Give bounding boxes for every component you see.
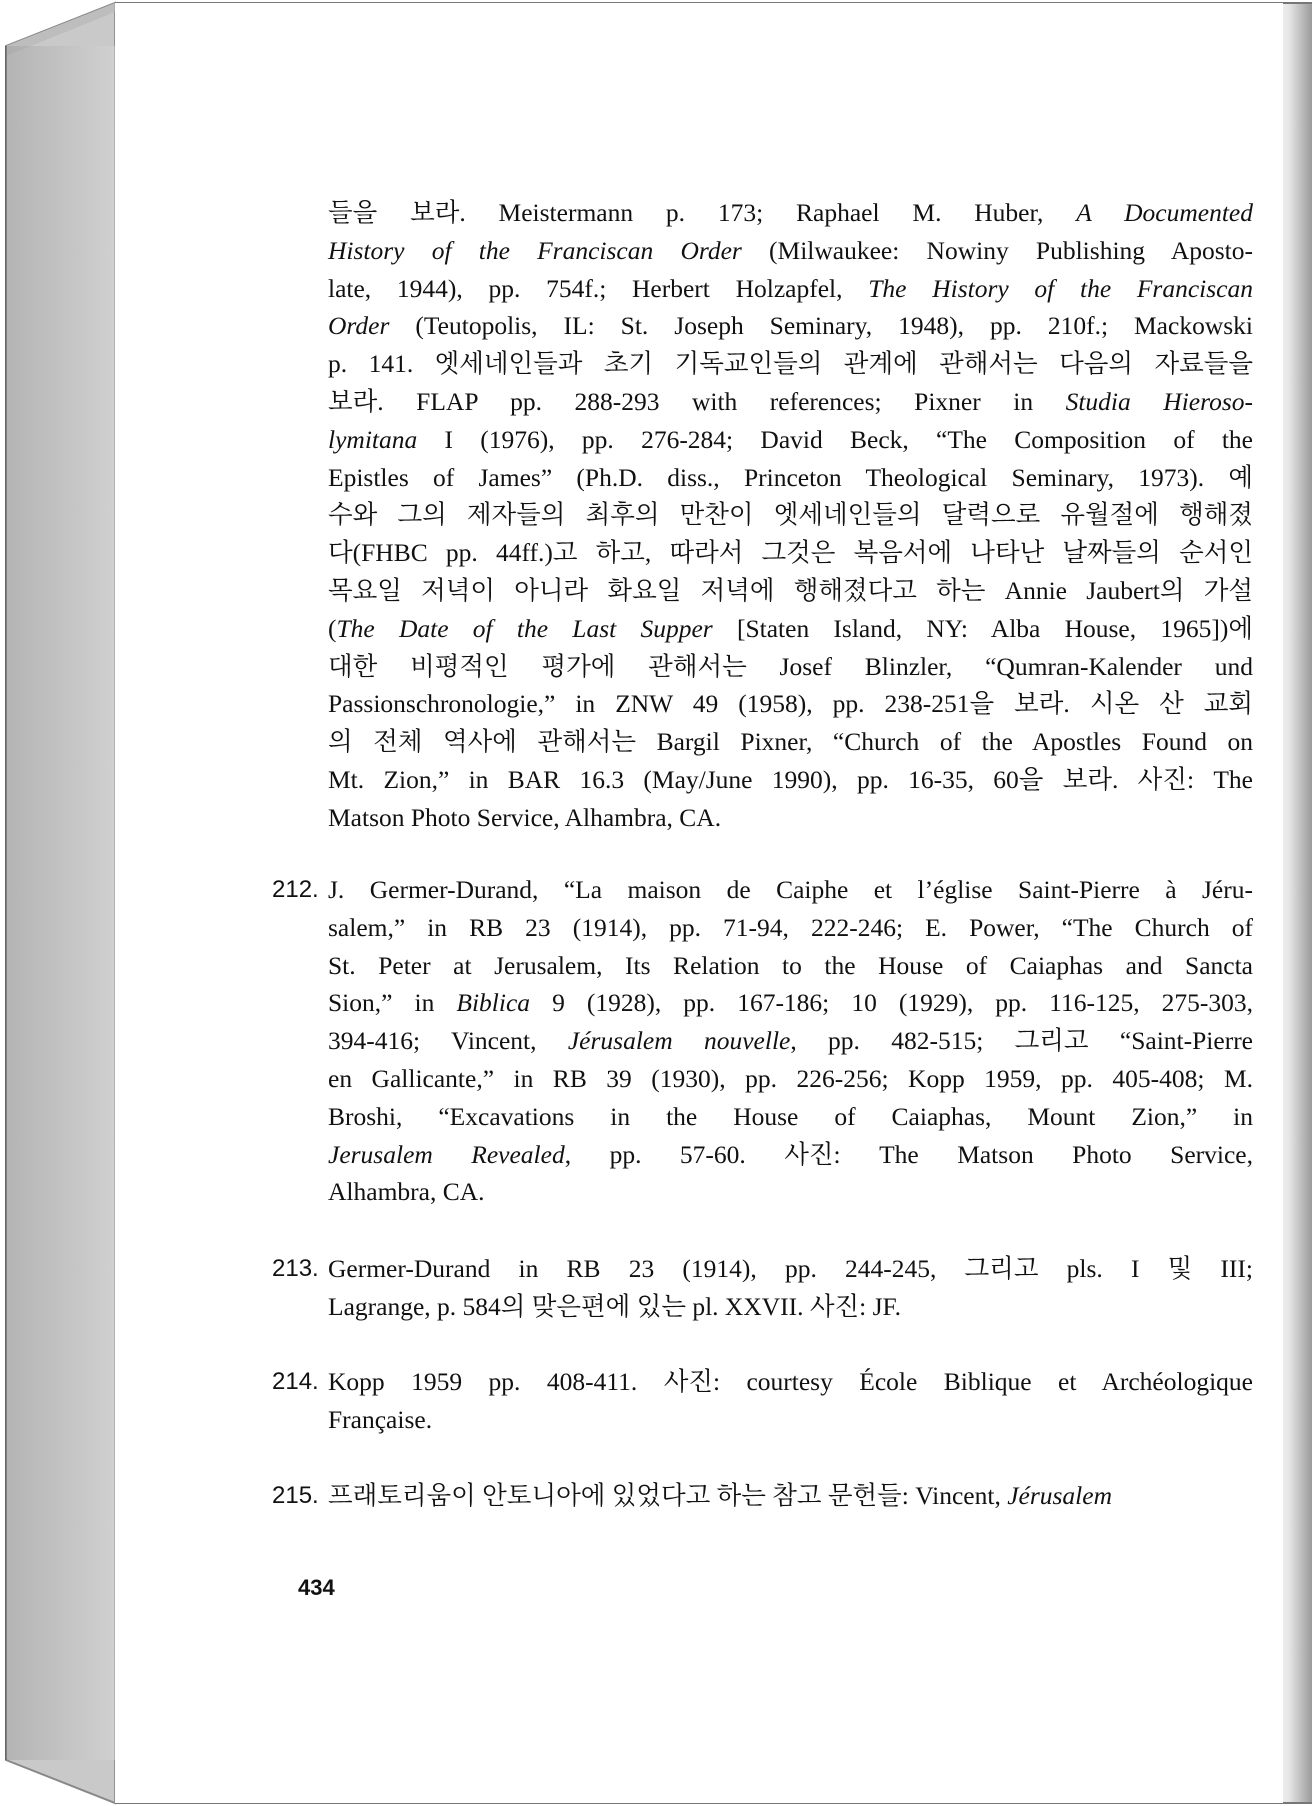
text-line: 대한 비평적인 평가에 관해서는 Josef Blinzler, “Qumran-Kalender und xyxy=(328,651,1253,681)
text-line: 다(FHBC pp. 44ff.)고 하고, 따라서 그것은 복음서에 나타난 날짜들의 순서인 xyxy=(328,538,1253,568)
text-line: Kopp 1959 pp. 408-411. 사진: courtesy École Biblique et Archéologique xyxy=(328,1367,1253,1396)
text-line: (The Date of the Last Supper [Staten Island, NY: Alba House, 1965])에 xyxy=(328,613,1253,643)
footnote-213 xyxy=(272,1250,1253,1326)
text-line: 수와 그의 제자들의 최후의 만찬이 엣세네인들의 달력으로 유월절에 행해졌 xyxy=(328,500,1253,530)
text-line: Order (Teutopolis, IL: St. Joseph Seminary, 1948), pp. 210f.; Mackowski xyxy=(328,311,1253,341)
footnote-number: 213. xyxy=(272,1255,319,1282)
text-line: 목요일 저녁이 아니라 화요일 저녁에 행해졌다고 하는 Annie Jaubert의 가설 xyxy=(328,575,1253,605)
text-line: salem,” in RB 23 (1914), pp. 71-94, 222-246; E. Power, “The Church of xyxy=(328,912,1253,942)
text-line: J. Germer-Durand, “La maison de Caiphe et l’église Saint-Pierre à Jéru- xyxy=(328,875,1253,904)
text-line: Jerusalem Revealed, pp. 57-60. 사진: The Matson Photo Service, xyxy=(328,1139,1253,1169)
footnote-continuation xyxy=(328,194,1253,837)
text-line: Germer-Durand in RB 23 (1914), pp. 244-245, 그리고 pls. I 및 III; xyxy=(328,1254,1253,1283)
text-line: Matson Photo Service, Alhambra, CA. xyxy=(328,802,722,832)
footnote-214 xyxy=(272,1363,1253,1439)
text-line: Sion,” in Biblica 9 (1928), pp. 167-186; 10 (1929), pp. 116-125, 275-303, xyxy=(328,988,1253,1018)
page-number: 434 xyxy=(298,1575,335,1600)
text-line: Française. xyxy=(328,1404,433,1434)
footnote-215 xyxy=(272,1477,1253,1515)
text-line: 394-416; Vincent, Jérusalem nouvelle, pp. 482-515; 그리고 “Saint-Pierre xyxy=(328,1026,1254,1056)
footnote-number: 212. xyxy=(272,876,319,903)
text-line: en Gallicante,” in RB 39 (1930), pp. 226-256; Kopp 1959, pp. 405-408; M. xyxy=(328,1063,1253,1093)
text-line: 보라. FLAP pp. 288-293 with references; Pixner in Studia Hieroso- xyxy=(328,386,1253,416)
text-line: History of the Franciscan Order (Milwaukee: Nowiny Publishing Aposto- xyxy=(328,235,1253,265)
text-line: 들을 보라. Meistermann p. 173; Raphael M. Huber, A Documented xyxy=(328,198,1253,227)
text-line: 프래토리움이 안토니아에 있었다고 하는 참고 문헌들: Vincent, Jérusalem xyxy=(328,1481,1113,1510)
footnote-212 xyxy=(272,871,1254,1211)
text-line: late, 1944), pp. 754f.; Herbert Holzapfel, The History of the Franciscan xyxy=(328,273,1253,303)
footnote-number: 215. xyxy=(272,1482,319,1509)
text-line: Mt. Zion,” in BAR 16.3 (May/June 1990), pp. 16-35, 60을 보라. 사진: The xyxy=(328,764,1253,794)
footnote-number: 214. xyxy=(272,1368,319,1395)
text-line: 의 전체 역사에 관해서는 Bargil Pixner, “Church of the Apostles Found on xyxy=(328,727,1253,757)
book-page xyxy=(115,3,1283,1803)
text-line: p. 141. 엣세네인들과 초기 기독교인들의 관계에 관해서는 다음의 자료들을 xyxy=(328,349,1253,379)
text-line: Broshi, “Excavations in the House of Caiaphas, Mount Zion,” in xyxy=(328,1101,1253,1131)
text-line: lymitana I (1976), pp. 276-284; David Beck, “The Composition of the xyxy=(328,424,1253,454)
text-line: Passionschronologie,” in ZNW 49 (1958), pp. 238-251을 보라. 시온 산 교회 xyxy=(328,689,1253,719)
text-line: Epistles of James” (Ph.D. diss., Princeton Theological Seminary, 1973). 예 xyxy=(328,462,1253,492)
text-line: Lagrange, p. 584의 맞은편에 있는 pl. XXVII. 사진: JF. xyxy=(328,1291,902,1321)
text-line: St. Peter at Jerusalem, Its Relation to the House of Caiaphas and Sancta xyxy=(328,950,1253,980)
text-line: Alhambra, CA. xyxy=(328,1177,485,1207)
